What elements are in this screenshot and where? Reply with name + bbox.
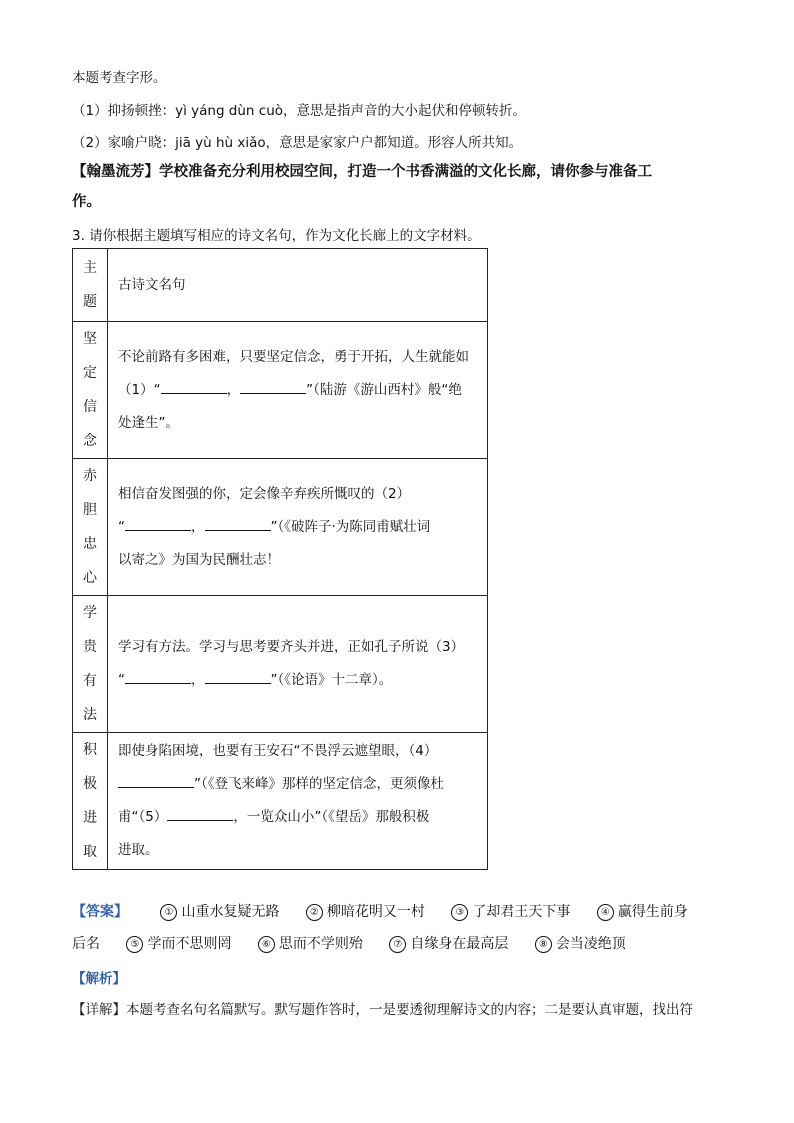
- answer-item: ⑧ 会当凌绝顶: [535, 936, 626, 952]
- table-row: [73, 596, 488, 733]
- section-text-a: 学校准备充分利用校园空间，打造一个书香满溢的文化长廊，请你参与准备工: [159, 164, 652, 180]
- answer-item-cont: 后名: [72, 936, 100, 952]
- table-row: [73, 733, 488, 870]
- answer-blank[interactable]: [125, 669, 191, 684]
- answer-blank[interactable]: [205, 516, 271, 531]
- analysis-label: 【解析】: [72, 971, 126, 987]
- intro-line-2: （1）抑扬顿挫：yì yáng dùn cuò，意思是指声音的大小起伏和停顿转折。: [72, 103, 527, 119]
- section-heading: [72, 160, 652, 181]
- theme-cell: 积 极 进 取: [73, 733, 108, 870]
- answer-blank[interactable]: [118, 773, 194, 788]
- detail-label: 【详解】: [72, 1002, 126, 1018]
- verse-cell: 相信奋发图强的你，定会像辛弃疾所慨叹的（2） “ ， ”（《破阵子·为陈同甫赋壮词 以寄之》为国为民酬壮志！: [108, 459, 488, 596]
- verse-cell: 不论前路有多困难，只要坚定信念，勇于开拓，人生就能如 （1）“ ， ”（陆游《游山西村》般“绝 处逢生”。: [108, 322, 488, 459]
- answer-item: ① 山重水复疑无路: [160, 904, 279, 920]
- theme-cell: 赤 胆 忠 心: [73, 459, 108, 596]
- table-header-row: [73, 249, 488, 322]
- verse-cell: 即使身陷困境，也要有王安石“不畏浮云遮望眼，（4） ”（《登飞来峰》那样的坚定信念，更须像杜 甫“（5） ，一览众山小”（《望岳》那般积极 进取。: [108, 733, 488, 870]
- answer-item: ② 柳暗花明又一村: [306, 904, 425, 920]
- question-3: 3. 请你根据主题填写相应的诗文名句，作为文化长廊上的文字材料。: [72, 228, 481, 244]
- theme-cell: 学 贵 有 法: [73, 596, 108, 733]
- answer-item: ⑦ 自缘身在最高层: [389, 936, 508, 952]
- answer-blank[interactable]: [167, 806, 233, 821]
- poem-table: [72, 248, 488, 870]
- intro-line-3: （2）家喻户晓：jiā yù hù xiǎo，意思是家家户户都知道。形容人所共知。: [72, 135, 523, 151]
- answer-blank[interactable]: [240, 379, 306, 394]
- theme-cell: 坚 定 信 念: [73, 322, 108, 459]
- verse-cell: 学习有方法。学习与思考要齐头并进，正如孔子所说（3） “ ， ”（《论语》十二章）。: [108, 596, 488, 733]
- answer-item: ⑤ 学而不思则罔: [126, 936, 231, 952]
- answer-blank[interactable]: [161, 379, 227, 394]
- answer-blank[interactable]: [205, 669, 271, 684]
- table-row: [73, 322, 488, 459]
- answer-blank[interactable]: [125, 516, 191, 531]
- answer-item: ⑥ 思而不学则殆: [258, 936, 363, 952]
- analysis-detail: [72, 998, 693, 1018]
- answer-item: ③ 了却君王天下事: [451, 904, 570, 920]
- header-content-cell: 古诗文名句: [108, 249, 488, 322]
- answer-block: [72, 896, 732, 960]
- intro-line-1: 本题考查字形。: [72, 70, 167, 86]
- section-heading-cont: 作。: [72, 194, 101, 210]
- detail-text: 本题考查名句名篇默写。默写题作答时，一是要透彻理解诗文的内容；二是要认真审题，找出符: [126, 1002, 693, 1018]
- section-bracket: 【翰墨流芳】: [72, 164, 159, 180]
- header-theme-cell: 主 题: [73, 249, 108, 322]
- answer-item: ④ 赢得生前身: [597, 904, 688, 920]
- answer-label: 【答案】: [72, 904, 128, 920]
- table-row: [73, 459, 488, 596]
